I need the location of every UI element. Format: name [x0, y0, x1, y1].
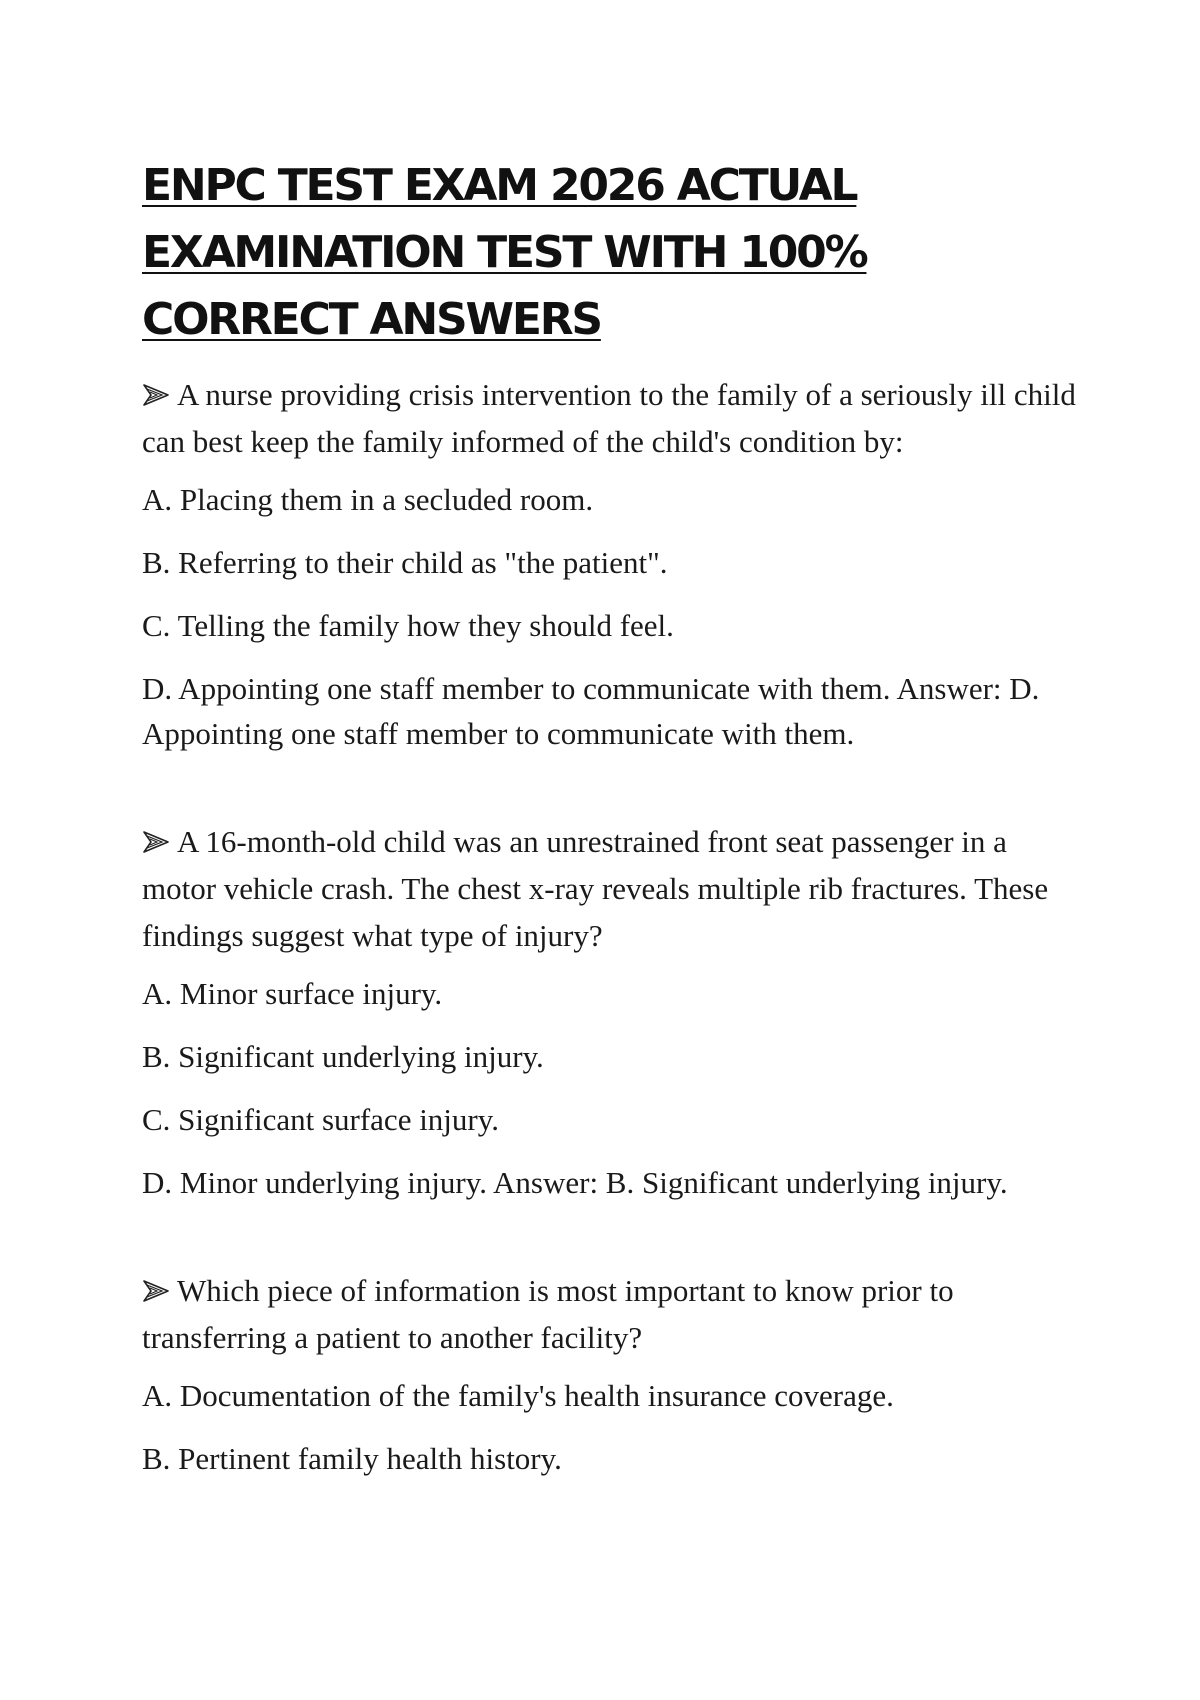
- document-body: [142, 152, 1082, 1499]
- arrowhead-bullet-icon: [142, 831, 170, 853]
- answer-option-a: A. Minor surface injury.: [142, 976, 443, 1011]
- answer-option-a: A. Documentation of the family's health insurance coverage.: [142, 1378, 894, 1413]
- answer-option-b: B. Pertinent family health history.: [142, 1441, 562, 1476]
- arrowhead-bullet-icon: [142, 1280, 170, 1302]
- question-stem: [142, 818, 1082, 959]
- question-2: [142, 818, 1082, 1205]
- question-1: [142, 371, 1082, 756]
- arrowhead-bullet-icon: [142, 384, 170, 406]
- answer-option-c: C. Telling the family how they should feel.: [142, 608, 674, 643]
- question-stem: [142, 371, 1082, 465]
- answer-option-d: D. Minor underlying injury. Answer: B. Significant underlying injury.: [142, 1165, 1008, 1200]
- answer-option-b: B. Referring to their child as "the patient".: [142, 545, 668, 580]
- question-stem-text: A 16-month-old child was an unrestrained front seat passenger in a motor vehicle crash. The chest x-ray reveals multiple rib fractures. These findings suggest what type of injury?: [142, 824, 1049, 953]
- answer-option-b: B. Significant underlying injury.: [142, 1039, 544, 1074]
- answer-option-a: A. Placing them in a secluded room.: [142, 482, 594, 517]
- question-3: [142, 1267, 1082, 1481]
- question-stem: [142, 1267, 1082, 1361]
- document-title: ENPC TEST EXAM 2026 ACTUAL EXAMINATION TEST WITH 100% CORRECT ANSWERS: [142, 160, 867, 345]
- question-stem-text: A nurse providing crisis intervention to the family of a seriously ill child can best keep the family informed of the child's condition by:: [142, 377, 1076, 459]
- answer-option-c: C. Significant surface injury.: [142, 1102, 499, 1137]
- answer-option-d: D. Appointing one staff member to communicate with them. Answer: D. Appointing one staff member to communicate with them.: [142, 671, 1040, 751]
- question-stem-text: Which piece of information is most important to know prior to transferring a patient to another facility?: [142, 1273, 954, 1355]
